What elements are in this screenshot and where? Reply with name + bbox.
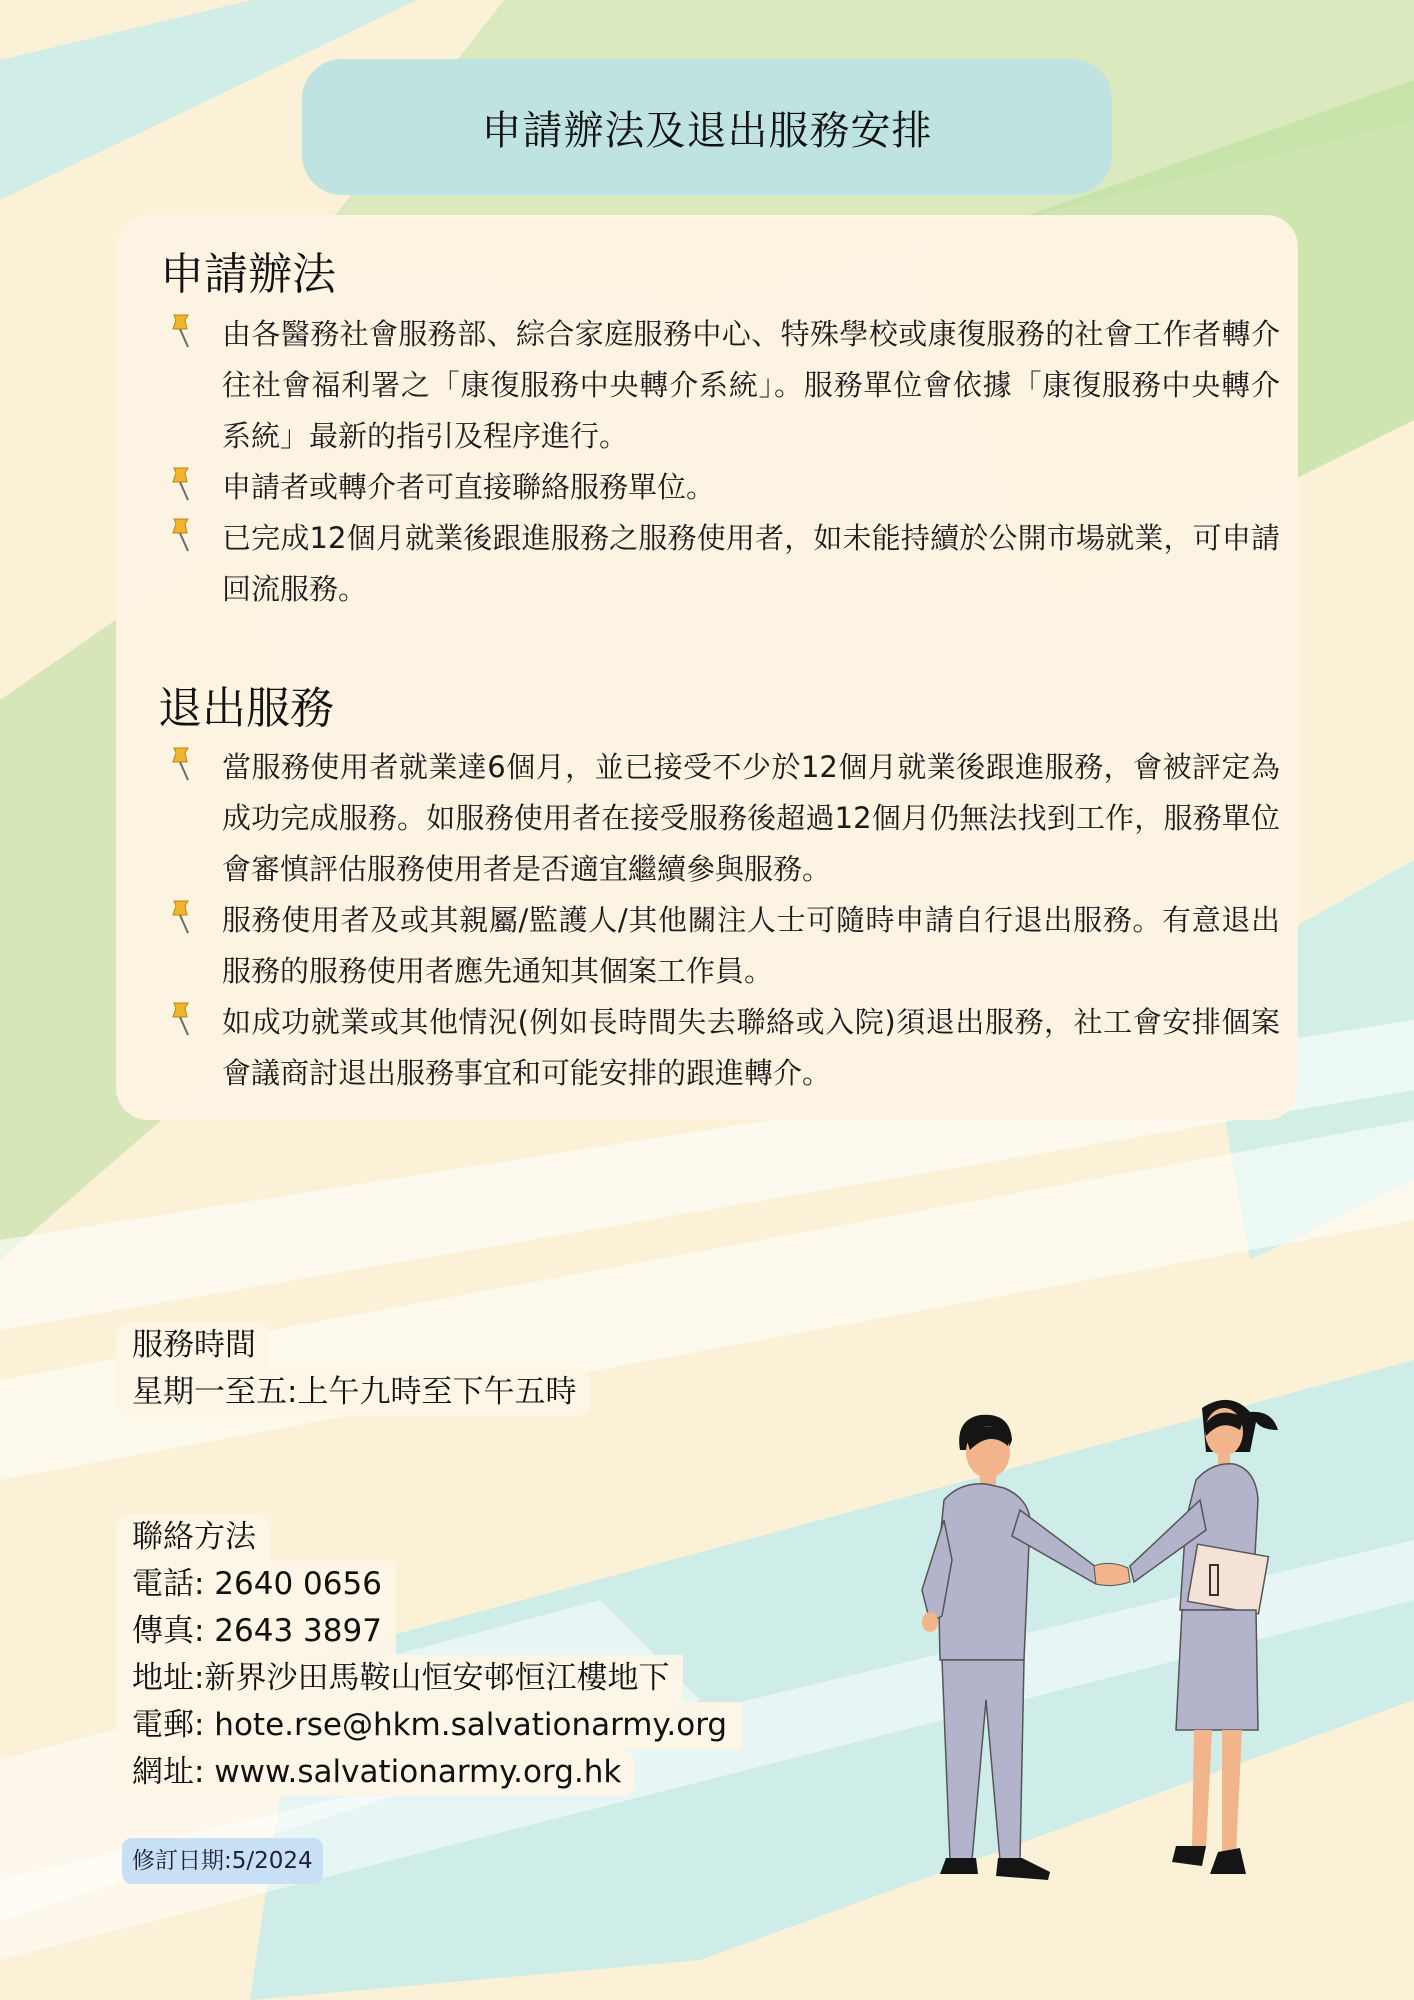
contact-website: 網址: www.salvationarmy.org.hk [116, 1749, 635, 1796]
revision-date-badge: 修訂日期:5/2024 [122, 1838, 323, 1884]
apply-item-text: 申請者或轉介者可直接聯絡服務單位。 [222, 470, 716, 504]
contact-label: 聯絡方法 [116, 1514, 270, 1561]
page-title: 申請辦法及退出服務安排 [481, 107, 933, 154]
exit-item [170, 895, 1280, 997]
hours-label: 服務時間 [116, 1322, 270, 1369]
man-figure [922, 1415, 1100, 1880]
exit-heading: 退出服務 [158, 683, 334, 734]
pushpin-icon [170, 744, 196, 784]
apply-item-text: 由各醫務社會服務部、綜合家庭服務中心、特殊學校或康復服務的社會工作者轉介往社會福利署之「康復服務中央轉介系統」。服務單位會依據「康復服務中央轉介系統」最新的指引及程序進行。 [222, 317, 1280, 453]
title-banner [302, 59, 1112, 195]
pushpin-icon [170, 464, 196, 504]
hours-value: 星期一至五:上午九時至下午五時 [116, 1369, 590, 1416]
contact-fax: 傳真: 2643 3897 [116, 1608, 396, 1655]
service-hours [116, 1322, 590, 1416]
apply-item [170, 309, 1280, 462]
exit-item-text: 如成功就業或其他情況(例如長時間失去聯絡或入院)須退出服務，社工會安排個案會議商討退出服務事宜和可能安排的跟進轉介。 [222, 1005, 1280, 1090]
exit-item-text: 當服務使用者就業達6個月，並已接受不少於12個月就業後跟進服務，會被評定為成功完成服務。如服務使用者在接受服務後超過12個月仍無法找到工作，服務單位會審慎評估服務使用者是否適宜繼續參與服務。 [222, 750, 1280, 886]
pushpin-icon [170, 897, 196, 937]
contact-address: 地址:新界沙田馬鞍山恒安邨恒江樓地下 [116, 1655, 683, 1702]
pushpin-icon [170, 515, 196, 555]
woman-figure [1130, 1400, 1278, 1874]
apply-item [170, 513, 1280, 615]
apply-heading: 申請辦法 [160, 249, 336, 300]
pushpin-icon [170, 999, 196, 1039]
exit-item [170, 742, 1280, 895]
contact-info [116, 1514, 741, 1796]
contact-email: 電郵: hote.rse@hkm.salvationarmy.org [116, 1702, 741, 1749]
exit-item-text: 服務使用者及或其親屬/監護人/其他關注人士可隨時申請自行退出服務。有意退出服務的服務使用者應先通知其個案工作員。 [222, 903, 1280, 988]
apply-item [170, 462, 1280, 513]
pushpin-icon [170, 311, 196, 351]
contact-phone: 電話: 2640 0656 [116, 1561, 396, 1608]
info-card [116, 215, 1298, 1120]
handshake-illustration [900, 1360, 1320, 1920]
apply-item-text: 已完成12個月就業後跟進服務之服務使用者，如未能持續於公開市場就業，可申請回流服務。 [222, 521, 1280, 606]
exit-item [170, 997, 1280, 1099]
